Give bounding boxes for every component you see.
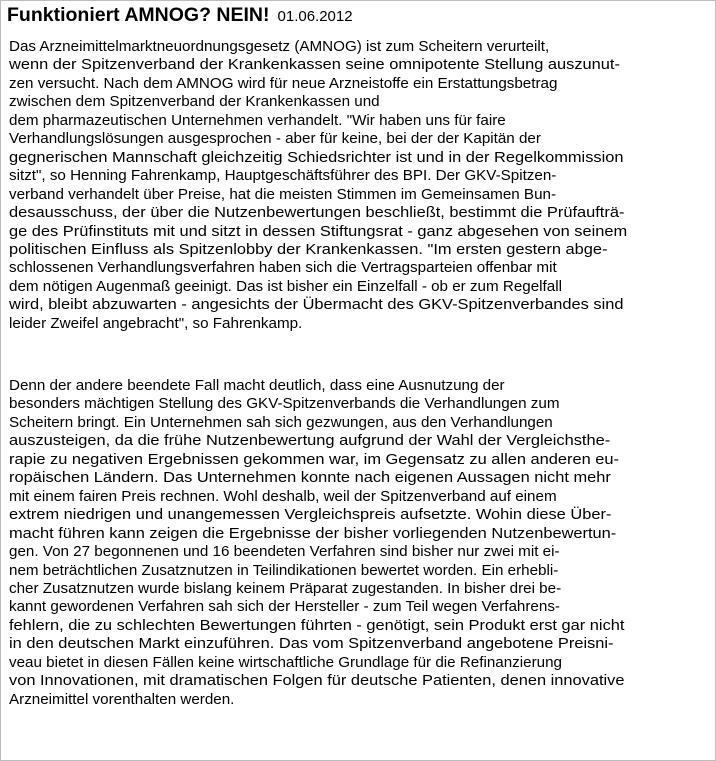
text-line: Das Arzneimittelmarktneuordnungsgesetz (AMNOG) ist zum Scheitern verurteilt, (9, 38, 550, 55)
text-line: desausschuss, der über die Nutzenbewertungen beschließt, bestimmt die Prüfaufträ- (9, 204, 625, 222)
text-line: zen versucht. Nach dem AMNOG wird für neue Arzneistoffe ein Erstattungsbetrag (9, 74, 558, 92)
text-line: fehlern, die zu schlechten Bewertungen führten - genötigt, sein Produkt erst gar nicht (9, 616, 625, 634)
text-line: gen. Von 27 begonnenen und 16 beendeten Verfahren sind bisher nur zwei mit ei- (9, 543, 560, 561)
text-line: veau bietet in diesen Fällen keine wirtschaftliche Grundlage für die Refinanzierung (9, 653, 562, 671)
text-line: wird, bleibt abzuwarten - angesichts der Übermacht des GKV-Spitzenverbandes sind (9, 296, 624, 314)
text-line: Scheitern bringt. Ein Unternehmen sah sich gezwungen, aus den Verhandlungen (9, 413, 553, 431)
text-line: schlossenen Verhandlungsverfahren haben sich die Vertragsparteien offenbar mit (9, 259, 557, 277)
text-line: dem nötigen Augenmaß geeinigt. Das ist bisher ein Einzelfall - ob er zum Regelfall (9, 277, 562, 295)
text-line: besonders mächtigen Stellung des GKV-Spitzenverbands die Verhandlungen zum (9, 395, 560, 413)
text-line: verband verhandelt über Preise, hat die meisten Stimmen im Gemeinsamen Bun- (9, 185, 557, 203)
text-line: von Innovationen, mit dramatischen Folgen für deutsche Patienten, denen innovative (9, 672, 625, 690)
text-line: nem beträchtlichen Zusatznutzen in Teilindikationen bewertet worden. Ein erhebli- (9, 561, 559, 579)
text-line: mit einem fairen Preis rechnen. Wohl deshalb, weil der Spitzenverband auf einem (9, 487, 557, 505)
text-line: cher Zusatznutzen wurde bislang keinem Präparat zugestanden. In bisher drei be- (9, 579, 562, 597)
article-date: 01.06.2012 (277, 8, 353, 25)
text-line: Arzneimittel vorenthalten werden. (9, 690, 235, 708)
text-line: ge des Prüfinstituts mit und sitzt in dessen Stiftungsrat - ganz abgesehen von seinem (9, 222, 628, 240)
text-line: Verhandlungslösungen ausgesprochen - aber für keine, bei der der Kapitän der (9, 130, 541, 148)
text-line: in den deutschen Markt einzuführen. Das vom Spitzenverband angebotene Preisni- (9, 635, 614, 653)
text-line: ropäischen Ländern. Das Unternehmen konnte nach eigenen Aussagen nicht mehr (9, 469, 611, 487)
article-title: Funktioniert AMNOG? NEIN! (7, 4, 270, 26)
text-line: auszusteigen, da die frühe Nutzenbewertung aufgrund der Wahl der Vergleichsthe- (9, 432, 611, 450)
text-line: zwischen dem Spitzenverband der Krankenkassen und (9, 93, 380, 111)
text-line: dem pharmazeutischen Unternehmen verhandelt. "Wir haben uns für faire (9, 111, 506, 129)
text-line: gegnerischen Mannschaft gleichzeitig Schiedsrichter ist und in der Regelkommission (9, 148, 624, 166)
text-line: extrem niedrigen und unangemessen Vergleichspreis aufsetzte. Wohin diese Über- (9, 506, 612, 524)
text-line: sitzt", so Henning Fahrenkamp, Hauptgeschäftsführer des BPI. Der GKV-Spitzen- (9, 167, 557, 185)
text-line: rapie zu negativen Ergebnissen gekommen war, im Gegensatz zu allen anderen eu- (9, 450, 619, 468)
text-line: kannt gewordenen Verfahren sah sich der Hersteller - zum Teil wegen Verfahrens- (9, 598, 560, 616)
text-line: macht führen kann zeigen die Ergebnisse der bisher vorliegenden Nutzenbewertun- (9, 524, 617, 542)
article-header (7, 4, 353, 27)
text-line: politischen Einfluss als Spitzenlobby der Krankenkassen. "Im ersten gestern abge- (9, 240, 608, 258)
text-line: wenn der Spitzenverband der Krankenkassen seine omnipotente Stellung auszunut- (9, 56, 620, 74)
text-line: leider Zweifel angebracht", so Fahrenkamp. (9, 314, 303, 332)
text-line: Denn der andere beendete Fall macht deutlich, dass eine Ausnutzung der (9, 377, 505, 394)
